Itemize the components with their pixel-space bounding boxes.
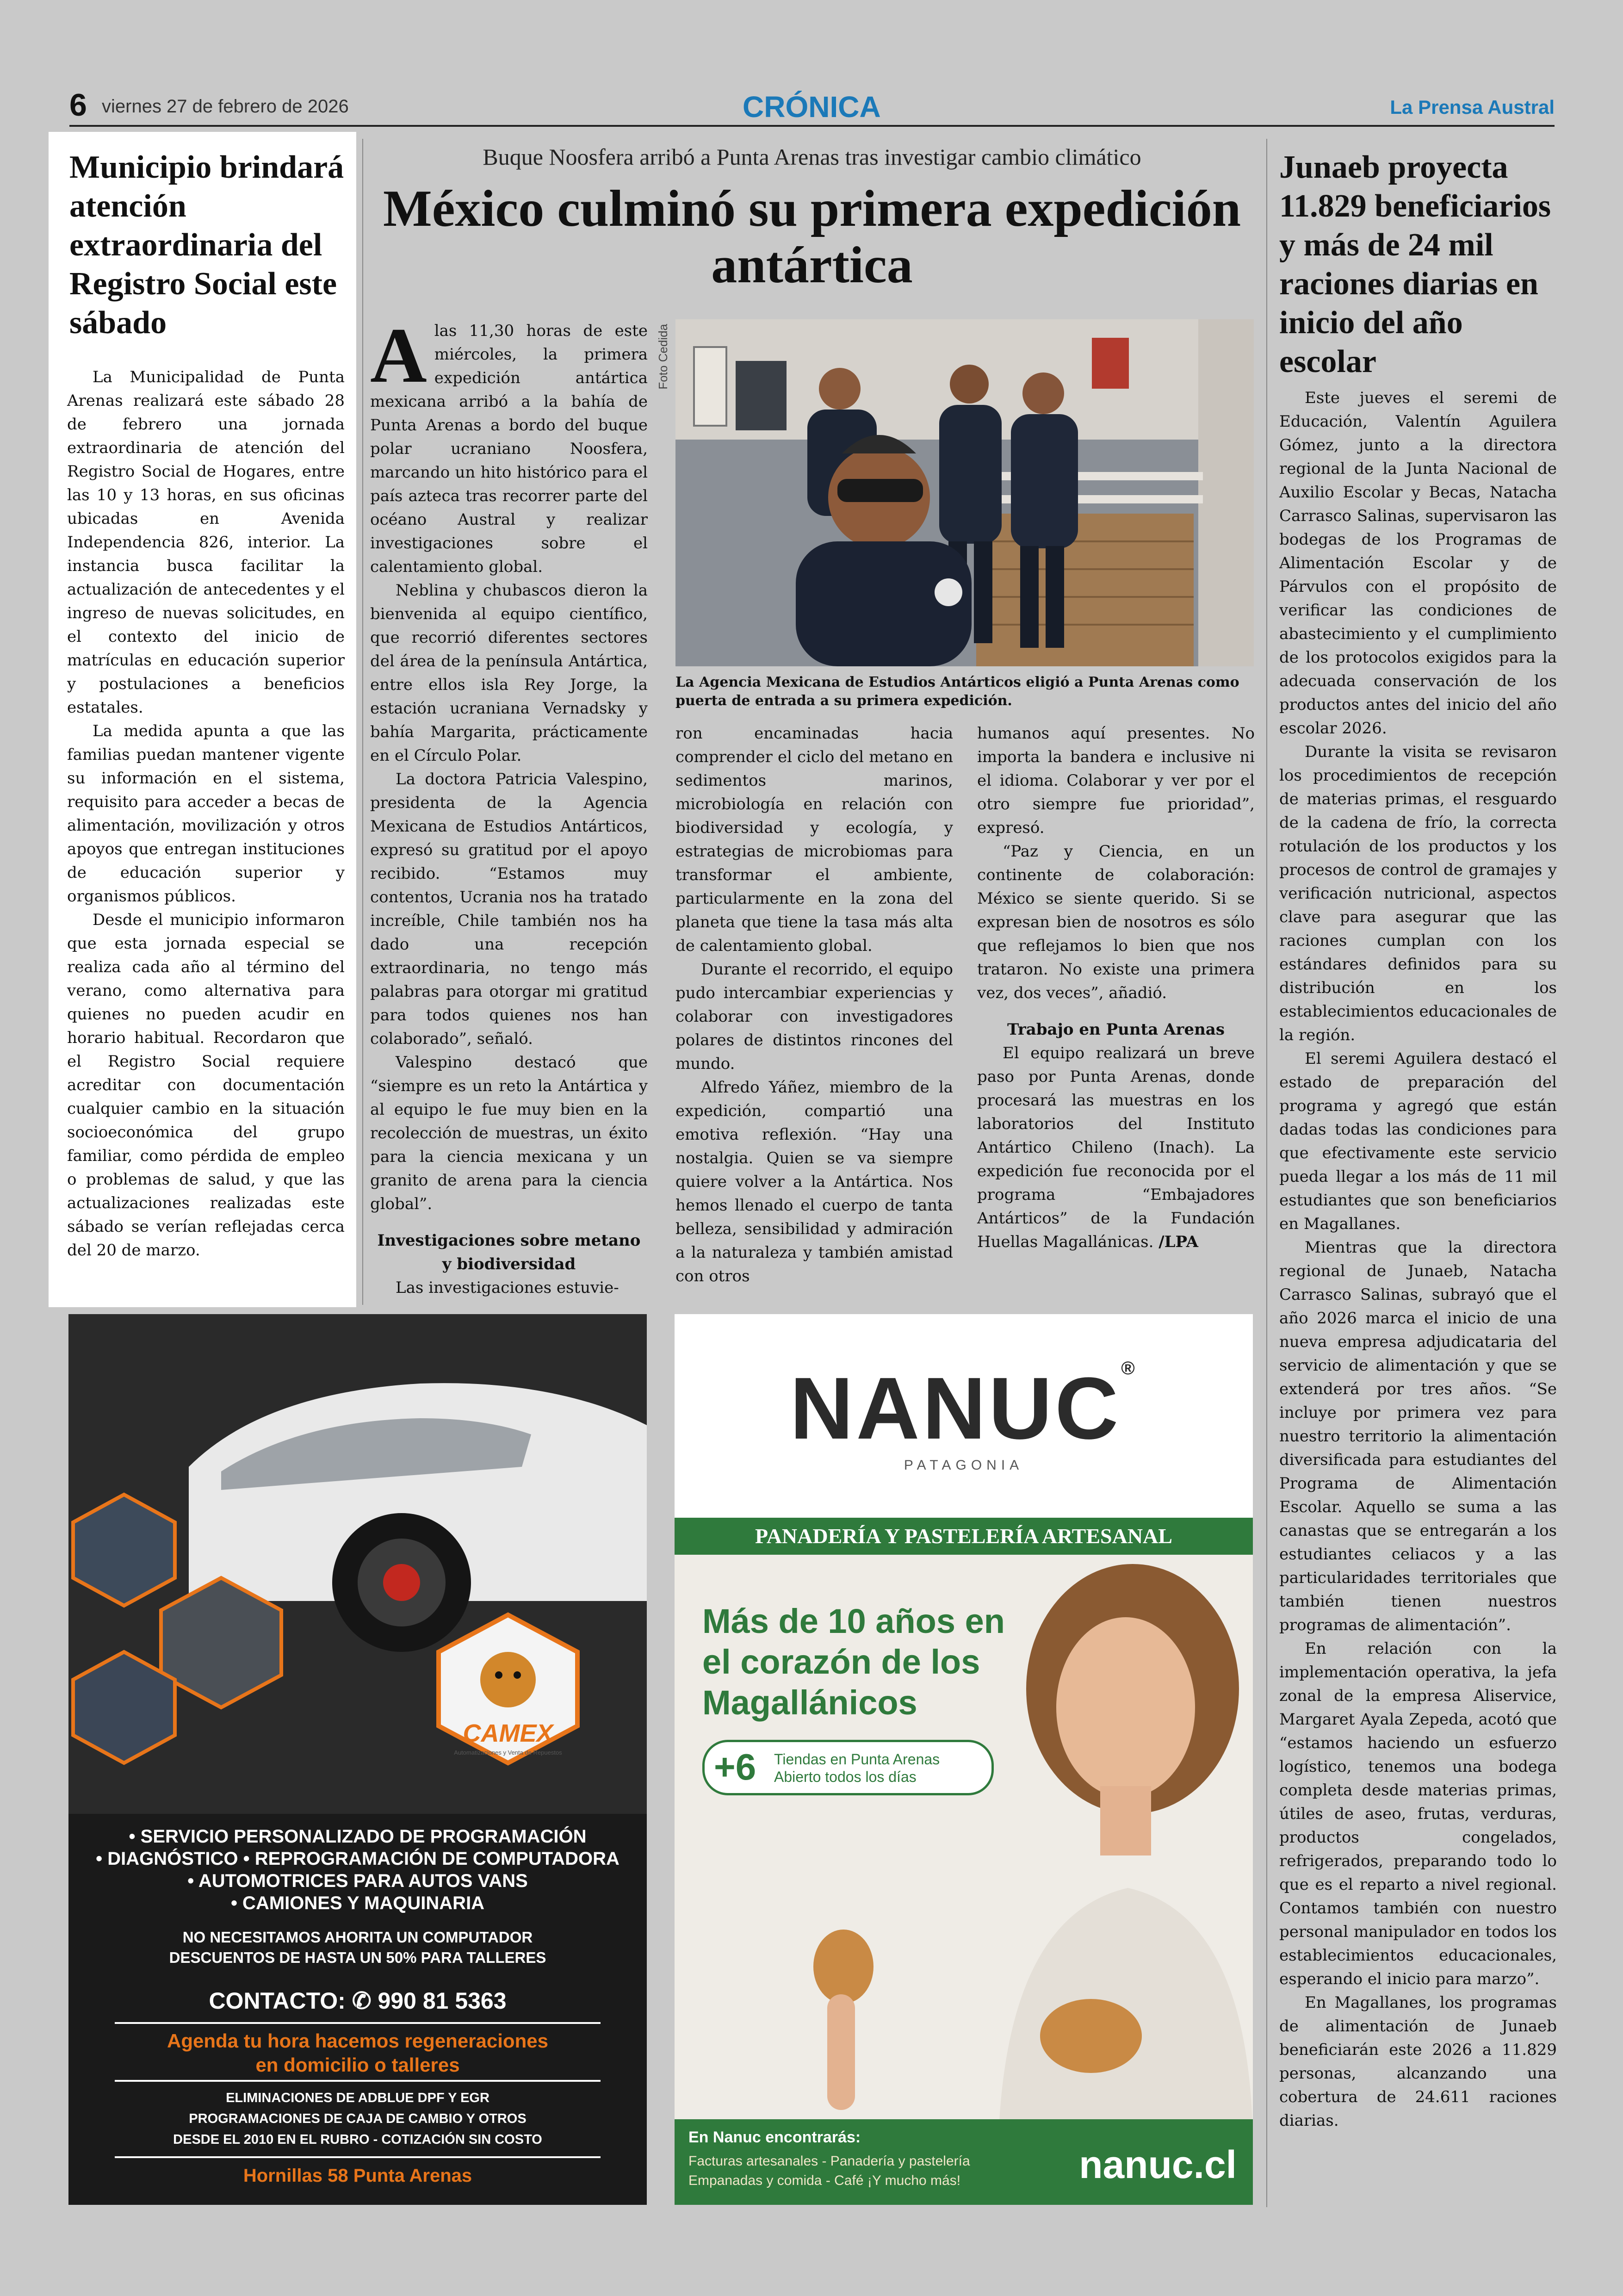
main-article-column-2 [675, 722, 953, 1288]
nanuc-logo-subtitle: PATAGONIA [904, 1458, 1024, 1473]
camex-extra-services [68, 2088, 647, 2150]
left-article-body [67, 366, 345, 1262]
stores-line: Abierto todos los días [774, 1769, 917, 1785]
extra-line: ELIMINACIONES DE ADBLUE DPF Y EGR [226, 2091, 489, 2105]
drop-cap: A [370, 312, 427, 399]
issue-date: viernes 27 de febrero de 2026 [102, 96, 349, 117]
nanuc-stores-badge [702, 1740, 994, 1795]
service-line: • SERVICIO PERSONALIZADO DE PROGRAMACIÓN [129, 1826, 587, 1847]
camex-agenda [68, 2029, 647, 2077]
footer-line: Empanadas y comida - Café ¡Y mucho más! [688, 2173, 961, 2188]
paragraph: Alfredo Yáñez, miembro de la expedición, compartió una emotiva reflexión. “Hay una nostalgia. Quien se va siempre quiere volver a la Antártica. Nos hemos llenado el cuerpo de tanta belleza, sensibilidad y admiración a la naturaleza y también amistad con otros [675, 1078, 953, 1285]
camex-promo [68, 1927, 647, 1968]
paragraph: En Magallanes, los programas de alimentación de Junaeb beneficiarán este 2026 a 11.829 personas, alcanzando una cobertura de 24.611 raciones diarias. [1279, 1993, 1557, 2130]
paragraph: humanos aquí presentes. No importa la bandera e inclusive ni el idioma. Colaborar y ver por el otro siempre fue prioridad”, expresó. [977, 724, 1255, 837]
agenda-line: Agenda tu hora hacemos regeneraciones [167, 2030, 548, 2052]
paragraph: Mientras que la directora regional de Junaeb, Natacha Carrasco Salinas, subrayó que el año 2026 marca el inicio de una nueva empresa adjudicataria del servicio de alimentación y que se extenderá por tres años. “Se incluye por primera vez para nuestro territorio la alimentación diversificada para estudiantes del Programa de Alimentación Escolar. Aquello se suma a las canastas que se entregarán a los estudiantes celiacos y a las particularidades territoriales que también tienen nuestros programas de alimentación”. [1279, 1238, 1557, 1634]
main-article-title: México culminó su primera expedición antártica [383, 180, 1241, 294]
paragraph: “Paz y Ciencia, en un continente de colaboración: México se siente querido. Si se expresan bien de nosotros es sólo que reflejamos lo bien que nos trataron. No existe una primera vez, dos veces”, añadió. [977, 842, 1255, 1002]
column-divider [1266, 139, 1267, 2207]
camex-contact[interactable] [68, 1987, 647, 2014]
right-article-title: Junaeb proyecta 11.829 beneficiarios y más de 24 mil raciones diarias en inicio del año escolar [1279, 149, 1551, 379]
nanuc-advertisement[interactable] [675, 1314, 1253, 2205]
nanuc-footer [675, 2119, 1253, 2205]
contact-label: CONTACTO: [209, 1988, 346, 2014]
divider [115, 2156, 601, 2158]
promo-line: DESCUENTOS DE HASTA UN 50% PARA TALLERES [169, 1949, 546, 1966]
main-article-column-1 [370, 312, 648, 1300]
subheading: Investigaciones sobre metano y biodiversidad [377, 1231, 641, 1273]
expedition-photo [675, 319, 1254, 666]
column-divider [362, 139, 363, 1305]
paragraph: Valespino destacó que “siempre es un reto la Antártica y al equipo le fue muy bien en la recolección de muestras, un éxito para la ciencia mexicana y un granito de arena para la ciencia global”. [370, 1053, 648, 1213]
footer-title: En Nanuc encontrarás: [688, 2128, 861, 2146]
page-header [69, 87, 1555, 127]
main-article-kicker: Buque Noosfera arribó a Punta Arenas tras investigar cambio climático [483, 144, 1141, 170]
registered-mark: ® [1121, 1358, 1138, 1378]
stores-line: Tiendas en Punta Arenas [774, 1751, 940, 1768]
contact-phone[interactable]: 990 81 5363 [378, 1988, 507, 2014]
paragraph: El equipo realizará un breve paso por Punta Arenas, donde procesará las muestras en los laboratorios del Instituto Antártico Chileno (Inach). La expedición fue reconocida por el programa “Embajadores Antárticos” de la Fundación Huellas Magallánicas. [977, 1044, 1255, 1251]
expedition-photo-illustration [675, 319, 1254, 666]
service-line: • CAMIONES Y MAQUINARIA [230, 1893, 485, 1913]
paragraph: Desde el municipio informaron que esta jornada especial se realiza cada año al término del verano, como alternativa para quienes no pueden acudir en horario habitual. Recordaron que el Registro Social requiere acreditar con documentación cualquier cambio en la situación socioeconómica del grupo familiar, como pérdida de empleo o problemas de salud, y que las actualizaciones realizadas este sábado se verían reflejadas cerca del 20 de marzo. [67, 911, 345, 1260]
footer-line: Facturas artesanales - Panadería y pastelería [688, 2153, 970, 2169]
paragraph: La Municipalidad de Punta Arenas realizará este sábado 28 de febrero una jornada extraordinaria de atención del Registro Social de Hogares, entre las 10 y 13 horas, en sus oficinas ubicadas en Avenida Independencia 826, interior. La instancia busca facilitar la actualización de antecedentes y el ingreso de nuevas solicitudes, en el contexto del inicio de matrículas en educación superior y postulaciones a beneficios estatales. [67, 368, 345, 717]
section-title: CRÓNICA [743, 90, 881, 124]
phone-icon: ✆ [352, 1988, 372, 2014]
extra-line: DESDE EL 2010 EN EL RUBRO - COTIZACIÓN SIN COSTO [173, 2132, 542, 2147]
newspaper-name: La Prensa Austral [1390, 96, 1555, 118]
stores-count: +6 [714, 1746, 756, 1787]
service-line: • DIAGNÓSTICO • REPROGRAMACIÓN DE COMPUTADORA [96, 1849, 619, 1869]
paragraph: En relación con la implementación operativa, la jefa zonal de la empresa Aliservice, Margaret Ayala Zepeda, acotó que “estamos haciendo un esfuerzo logístico, tenemos una bodega completa desde materias primas, útiles de aseo, frutas, verduras, productos congelados, refrigerados, preparando todo lo que es el reparto a nivel regional. Contamos también con nuestro personal manipulador en todos los establecimientos educacionales, esperando el inicio para marzo”. [1279, 1639, 1557, 1988]
photo-caption: La Agencia Mexicana de Estudios Antárticos eligió a Punta Arenas como puerta de entrada a su primera expedición. [675, 674, 1239, 709]
article-signature: /LPA [1158, 1233, 1199, 1251]
nanuc-logo [675, 1358, 1253, 1459]
paragraph: La doctora Patricia Valespino, presidenta de la Agencia Mexicana de Estudios Antárticos, expresó su gratitud por el apoyo recibido. “Estamos muy contentos, Ucrania nos ha tratado increíble, Chile también nos ha dado una recepción extraordinaria, no tengo más palabras para otorgar mi gratitud para todos quienes nos han colaborado”, señaló. [370, 770, 648, 1048]
camex-logo-text: CAMEX [463, 1719, 553, 1747]
camex-advertisement[interactable] [68, 1314, 647, 2205]
footer-list [688, 2152, 970, 2191]
photo-credit: Foto Cedida [656, 324, 670, 390]
promo-line: NO NECESITAMOS AHORITA UN COMPUTADOR [182, 1929, 533, 1946]
paragraph: ron encaminadas hacia comprender el ciclo del metano en sedimentos marinos, microbiología en relación con biodiversidad y ecología, y estrategias de microbiomas para transformar el ambiente, particularmente en la zona del planeta que tiene la tasa más alta de calentamiento global. [675, 724, 953, 955]
paragraph: las 11,30 horas de este miércoles, la primera expedición antártica mexicana arribó a la bahía de Punta Arenas a bordo del buque polar ucraniano Noosfera, marcando un hito histórico para el país azteca tras recorrer parte del océano Austral y realizar investigaciones sobre el calentamiento global. [370, 322, 648, 576]
paragraph: Este jueves el seremi de Educación, Valentín Aguilera Gómez, junto a la directora regional de la Junta Nacional de Auxilio Escolar y Becas, Natacha Carrasco Salinas, supervisaron las bodegas de los Programas de Alimentación Escolar y de Párvulos con el propósito de verificar las condiciones de abastecimiento y el cumplimiento de los protocolos exigidos para la adecuada conservación de los productos antes del inicio del año escolar 2026. [1279, 389, 1557, 738]
nanuc-logo-text: NANUC [790, 1359, 1121, 1458]
subheading: Trabajo en Punta Arenas [1007, 1020, 1225, 1039]
divider [115, 2080, 601, 2082]
page-number: 6 [69, 87, 87, 123]
paragraph: Neblina y chubascos dieron la bienvenida al equipo científico, que recorrió diferentes sectores del área de la península Antártica, entre ellos isla Rey Jorge, la estación ucraniana Vernadsky y bahía Margarita, prácticamente en el Círculo Polar. [370, 581, 648, 765]
service-line: • AUTOMOTRICES PARA AUTOS VANS [187, 1871, 528, 1891]
agenda-line: en domicilio o talleres [255, 2054, 460, 2076]
paragraph: El seremi Aguilera destacó el estado de preparación del programa y agregó que están dadas todas las condiciones para que efectivamente este servicio pueda llegar a los más de 11 mil estudiantes que son beneficiarios en Magallanes. [1279, 1049, 1557, 1233]
nanuc-website[interactable]: nanuc.cl [1079, 2143, 1237, 2186]
extra-line: PROGRAMACIONES DE CAJA DE CAMBIO Y OTROS [189, 2111, 527, 2126]
paragraph: Durante el recorrido, el equipo pudo intercambiar experiencias y colaborar con investigadores polares de distintos rincones del mundo. [675, 960, 953, 1073]
camex-services [68, 1825, 647, 1914]
camex-logo-subtitle: Automatizaciones y Venta de Repuestos [454, 1749, 562, 1756]
main-article-column-3 [977, 722, 1255, 1254]
stores-info [774, 1750, 940, 1786]
paragraph: Las investigaciones estuvie- [396, 1278, 619, 1297]
nanuc-banner: PANADERÍA Y PASTELERÍA ARTESANAL [675, 1518, 1253, 1555]
left-article-title: Municipio brindará atención extraordinaria del Registro Social este sábado [69, 149, 344, 341]
nanuc-headline: Más de 10 años en el corazón de los Magallánicos [702, 1602, 1005, 1722]
right-article-body [1279, 386, 1557, 2133]
paragraph: Durante la visita se revisaron los procedimientos de recepción de materias primas, el resguardo de la cadena de frío, la correcta rotulación de los productos y los procesos de control de gramajes y verificación nutricional, aspectos clave para asegurar que las raciones cumplan con los estándares definidos para su distribución en los establecimientos educacionales de la región. [1279, 743, 1557, 1044]
divider [115, 2022, 601, 2024]
camex-address: Hornillas 58 Punta Arenas [243, 2166, 472, 2186]
paragraph: La medida apunta a que las familias puedan mantener vigente su información en el sistema, requisito para acceder a becas de alimentación, movilización y otros apoyos que entregan instituciones de educación superior y organismos públicos. [67, 722, 345, 906]
